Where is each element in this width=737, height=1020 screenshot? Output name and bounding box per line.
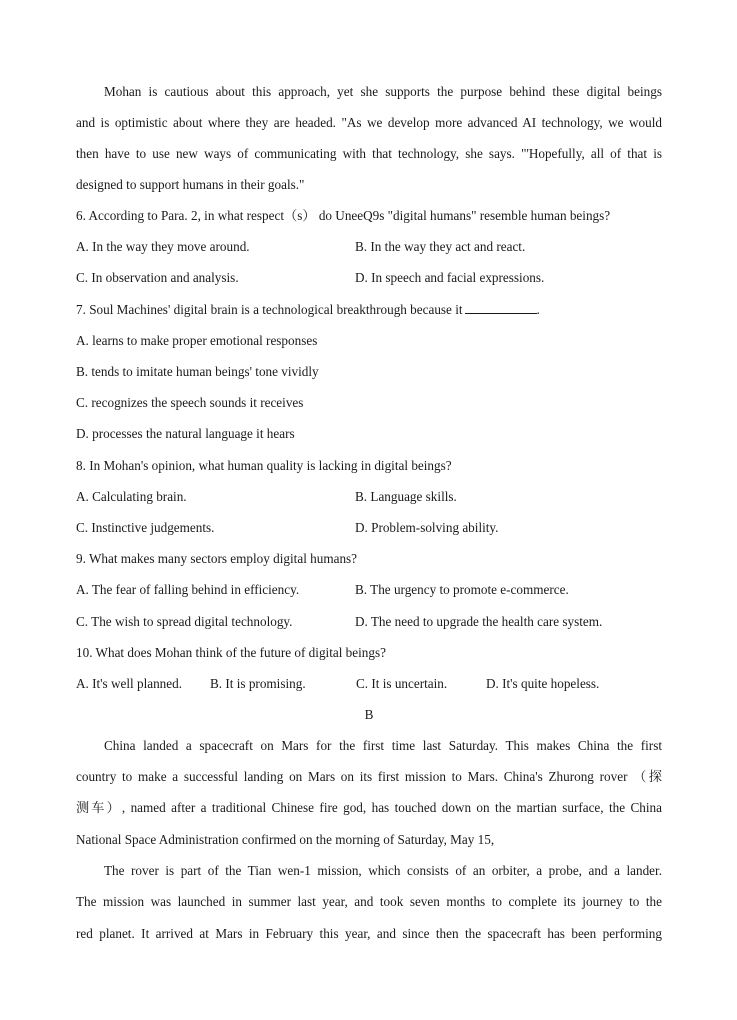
option-b: B. In the way they act and react.: [355, 239, 526, 254]
option-c: C. The wish to spread digital technology.: [76, 614, 293, 629]
paragraph-line: red planet. It arrived at Mars in February this year, and since then the spacecraft has been performing: [76, 926, 662, 941]
paragraph-line: The rover is part of the Tian wen-1 mission, which consists of an orbiter, a probe, and a lander.: [104, 863, 662, 878]
stem-end: .: [536, 302, 540, 317]
paragraph-line: 测车）, named after a traditional Chinese fire god, has touched down on the martian surface, the China: [76, 800, 662, 815]
question-stem-7: [76, 301, 662, 319]
option-a: A. It's well planned.: [76, 676, 183, 691]
question-stem-10: 10. What does Mohan think of the future of digital beings?: [76, 645, 386, 660]
option-d: D. The need to upgrade the health care system.: [355, 614, 603, 629]
paragraph-line: The mission was launched in summer last year, and took seven months to complete its journey to the: [76, 894, 662, 909]
paragraph-line: Mohan is cautious about this approach, yet she supports the purpose behind these digital beings: [104, 84, 662, 99]
paragraph-line: and is optimistic about where they are headed. "As we develop more advanced AI technology, we would: [76, 115, 662, 130]
paragraph-line: country to make a successful landing on Mars on its first mission to Mars. China's Zhurong rover （探: [76, 769, 662, 784]
option-a: A. Calculating brain.: [76, 489, 187, 504]
option-a: A. learns to make proper emotional responses: [76, 333, 318, 348]
question-stem-9: 9. What makes many sectors employ digital humans?: [76, 551, 358, 566]
option-c: C. It is uncertain.: [356, 676, 448, 691]
option-c: C. recognizes the speech sounds it receives: [76, 395, 304, 410]
question-stem-8: 8. In Mohan's opinion, what human quality is lacking in digital beings?: [76, 458, 452, 473]
option-d: D. It's quite hopeless.: [486, 676, 600, 691]
option-a: A. The fear of falling behind in efficiency.: [76, 582, 300, 597]
option-d: D. In speech and facial expressions.: [355, 270, 545, 285]
paragraph-line: China landed a spacecraft on Mars for the first time last Saturday. This makes China the first: [104, 738, 662, 753]
option-b: B. It is promising.: [210, 676, 306, 691]
option-c: C. Instinctive judgements.: [76, 520, 215, 535]
option-d: D. processes the natural language it hears: [76, 426, 295, 441]
option-b: B. The urgency to promote e-commerce.: [355, 582, 569, 597]
option-d: D. Problem-solving ability.: [355, 520, 499, 535]
option-c: C. In observation and analysis.: [76, 270, 239, 285]
answer-blank: [465, 301, 537, 314]
option-b: B. Language skills.: [355, 489, 457, 504]
option-b: B. tends to imitate human beings' tone vividly: [76, 364, 319, 379]
paragraph-line: National Space Administration confirmed on the morning of Saturday, May 15,: [76, 832, 495, 847]
option-a: A. In the way they move around.: [76, 239, 250, 254]
question-stem-6: 6. According to Para. 2, in what respect（s） do UneeQ9s "digital humans" resemble human beings?: [76, 208, 611, 223]
paragraph-line: designed to support humans in their goals.": [76, 177, 305, 192]
paragraph-line: then have to use new ways of communicating with that technology, she says. "'Hopefully, all of that is: [76, 146, 662, 161]
section-heading: B: [364, 707, 374, 722]
question-stem-text: 7. Soul Machines' digital brain is a technological breakthrough because it: [76, 302, 463, 317]
